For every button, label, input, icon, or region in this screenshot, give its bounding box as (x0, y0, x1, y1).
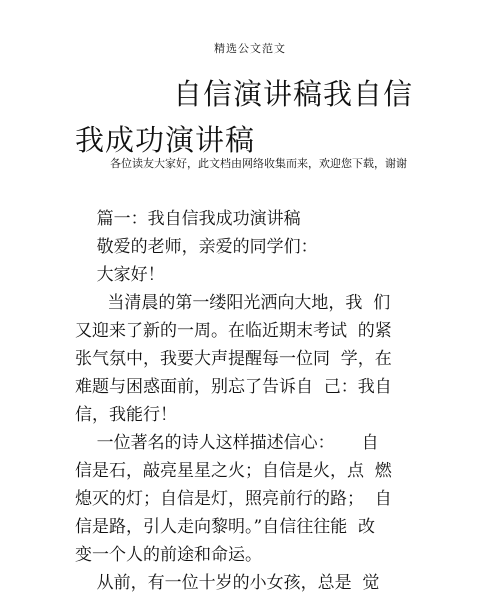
download-notice: 各位读友大家好，此文档由网络收集而来，欢迎您下载，谢谢 (110, 157, 407, 170)
body-line: 当清晨的第一缕阳光洒向大地，我 们 (75, 293, 391, 313)
document-title-line-2: 我成功演讲稿 (75, 123, 256, 157)
body-line: 大家好！ (75, 265, 165, 285)
body-line: 难题与困惑面前，别忘了告诉自 己：我自 (75, 377, 392, 397)
body-line: 又迎来了新的一周。在临近期末考试 的紧 (75, 321, 392, 341)
body-line: 信，我能行！ (75, 405, 177, 425)
body-line: 信是石，敲亮星星之火；自信是火，点 燃 (75, 461, 392, 481)
body-line: 变一个人的前途和命运。 (75, 545, 262, 565)
body-line: 一位著名的诗人这样描述信心： 自 (75, 433, 379, 453)
body-line: 篇一：我自信我成功演讲稿 (75, 209, 301, 229)
body-line: 从前，有一位十岁的小女孩，总是 觉 (75, 573, 380, 593)
body-line: 熄灭的灯；自信是灯，照亮前行的路； 自 (75, 489, 392, 509)
document-title-line-1: 自信演讲稿我自信 (173, 77, 414, 111)
body-line: 张气氛中，我要大声提醒每一位同 学，在 (75, 349, 392, 369)
body-line: 敬爱的老师，亲爱的同学们： (75, 237, 318, 257)
body-line: 信是路，引人走向黎明。”自信往往能 改 (75, 517, 375, 537)
header-label: 精选公文范文 (214, 42, 286, 55)
document-body (75, 205, 425, 597)
